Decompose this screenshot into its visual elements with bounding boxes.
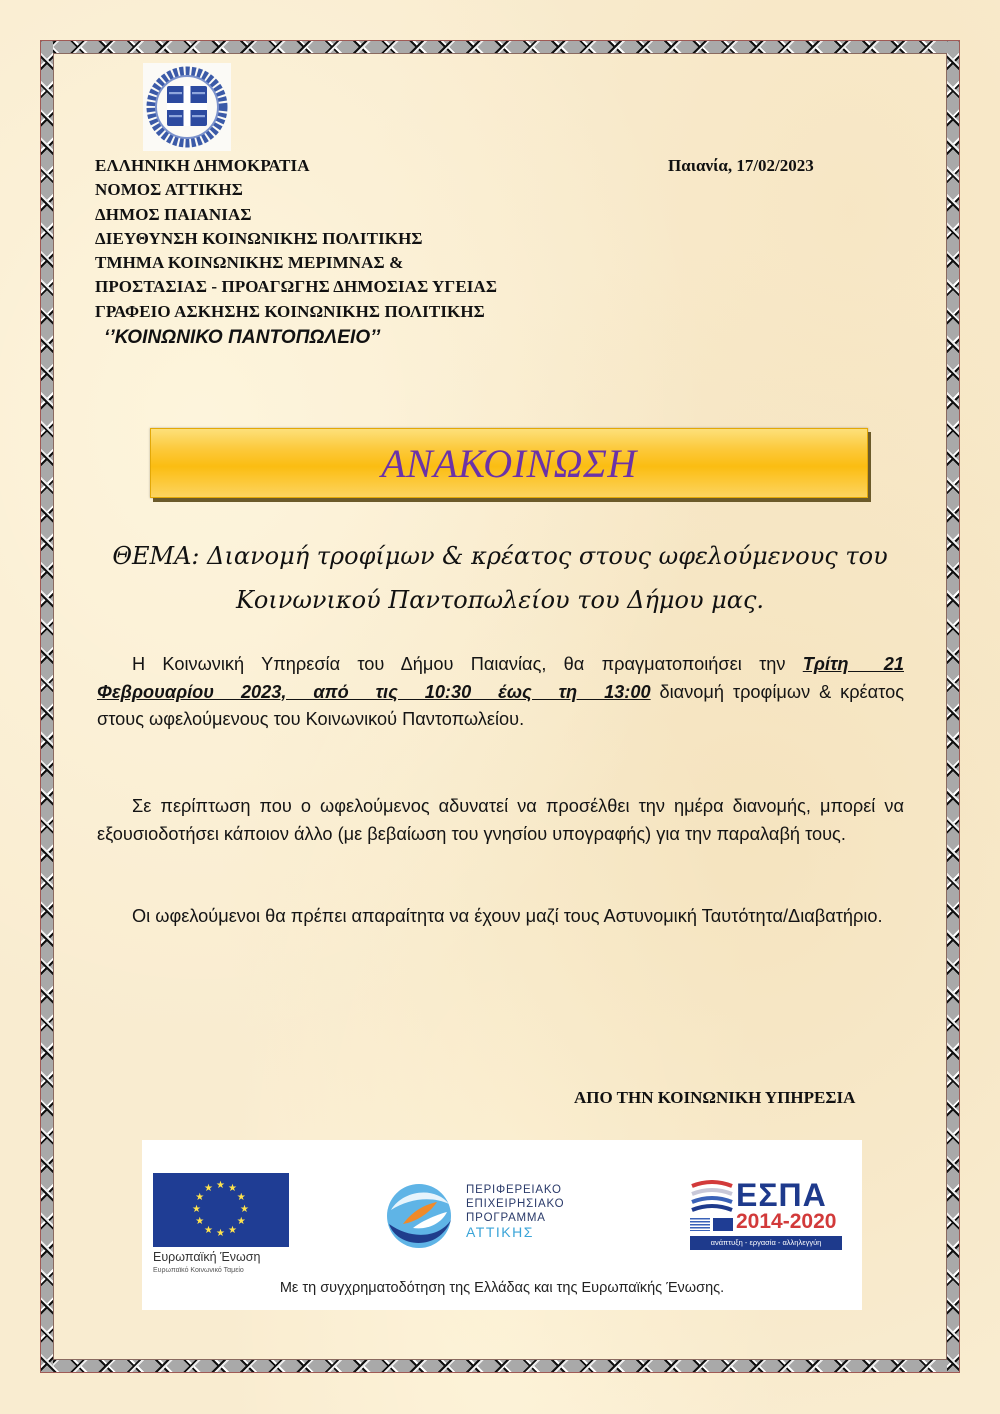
eu-star-icon: ★ bbox=[195, 1192, 205, 1203]
paragraph-text: Η Κοινωνική Υπηρεσία του Δήμου Παιανίας, θα πραγματοποιήσει την bbox=[132, 654, 803, 674]
announcement-title: ΑΝΑΚΟΙΝΩΣΗ bbox=[381, 440, 637, 486]
espa-years: 2014-2020 bbox=[736, 1210, 837, 1233]
issuer-line: ΤΜΗΜΑ ΚΟΙΝΩΝΙΚΗΣ ΜΕΡΙΜΝΑΣ & bbox=[95, 253, 404, 273]
espa-logo bbox=[690, 1178, 844, 1254]
program-line: ΠΕΡΙΦΕΡΕΙΑΚΟ bbox=[466, 1184, 562, 1196]
eu-fund-name: Ευρωπαϊκό Κοινωνικό Ταμείο bbox=[153, 1267, 244, 1274]
eu-star-icon: ★ bbox=[195, 1216, 205, 1227]
espa-title: ΕΣΠΑ bbox=[736, 1177, 827, 1213]
eu-star-icon: ★ bbox=[204, 1183, 213, 1195]
paragraph-id-requirement bbox=[97, 903, 904, 931]
attica-program-text bbox=[466, 1183, 564, 1239]
eu-star-icon: ★ bbox=[228, 1224, 237, 1236]
paragraph-authorization bbox=[97, 793, 904, 848]
document-date: Παιανία, 17/02/2023 bbox=[668, 156, 814, 175]
eu-star-icon: ★ bbox=[240, 1204, 249, 1215]
cofunding-statement: Με τη συγχρηματοδότηση της Ελλάδας και της Ευρωπαϊκής Ένωσης. bbox=[279, 1280, 725, 1296]
greek-state-emblem-icon bbox=[143, 63, 231, 151]
espa-motto: ανάπτυξη - εργασία - αλληλεγγύη bbox=[690, 1236, 842, 1250]
eu-star-icon: ★ bbox=[216, 1228, 225, 1239]
eu-mini-flag-icon bbox=[713, 1218, 733, 1231]
eu-star-icon: ★ bbox=[236, 1216, 246, 1227]
eu-star-icon: ★ bbox=[216, 1180, 225, 1191]
border-top bbox=[41, 41, 959, 53]
paragraph-distribution bbox=[97, 651, 904, 734]
eu-name: Ευρωπαϊκή Ένωση bbox=[153, 1250, 261, 1264]
distribution-date-time: Τρίτη 21 Φεβρουαρίου 2023, από τις 10:30 έως τη 13:00 bbox=[97, 654, 904, 702]
social-grocery-name: ‘’ΚΟΙΝΩΝΙΚΟ ΠΑΝΤΟΠΩΛΕΙΟ’’ bbox=[104, 327, 381, 349]
paragraph-text: διανομή τροφίμων & κρέατος στους ωφελούμενους του Κοινωνικού Παντοπωλείου. bbox=[97, 681, 904, 729]
issuer-line: ΓΡΑΦΕΙΟ ΑΣΚΗΣΗΣ ΚΟΙΝΩΝΙΚΗΣ ΠΟΛΙΤΙΚΗΣ bbox=[95, 301, 485, 321]
funding-logos-banner bbox=[142, 1140, 862, 1310]
paragraph-text: Σε περίπτωση που ο ωφελούμενος αδυνατεί να προσέλθει την ημέρα διανομής, μπορεί να εξουσιοδοτήσει κάποιον άλλο (με βεβαίωση του γνησίου υπογραφής) για την παραλαβή τους. bbox=[97, 796, 904, 844]
program-line: ΕΠΙΧΕΙΡΗΣΙΑΚΟ bbox=[466, 1198, 565, 1210]
signature: ΑΠΟ ΤΗΝ ΚΟΙΝΩΝΙΚΗ ΥΠΗΡΕΣΙΑ bbox=[574, 1088, 856, 1107]
issuer-line: ΔΙΕΥΘΥΝΣΗ ΚΟΙΝΩΝΙΚΗΣ ΠΟΛΙΤΙΚΗΣ bbox=[95, 228, 423, 248]
subject-heading bbox=[90, 534, 910, 622]
issuer-line: ΔΗΜΟΣ ΠΑΙΑΝΙΑΣ bbox=[95, 204, 252, 224]
eu-star-icon: ★ bbox=[228, 1183, 237, 1195]
subject-line-2: Κοινωνικού Παντοπωλείου του Δήμου μας. bbox=[235, 586, 765, 614]
eu-star-icon: ★ bbox=[192, 1204, 201, 1215]
greek-flag-icon bbox=[690, 1218, 710, 1231]
attica-program-logo-icon bbox=[383, 1180, 459, 1250]
announcement-banner bbox=[150, 428, 868, 498]
eu-star-icon: ★ bbox=[204, 1224, 213, 1236]
eu-flag-icon bbox=[153, 1173, 289, 1247]
subject-line-1: ΘΕΜΑ: Διανομή τροφίμων & κρέατος στους ωφελούμενους του bbox=[112, 542, 888, 570]
issuer-block bbox=[95, 154, 497, 352]
program-region: ΑΤΤΙΚΗΣ bbox=[466, 1224, 534, 1240]
program-line: ΠΡΟΓΡΑΜΜΑ bbox=[466, 1212, 546, 1224]
issuer-line: ΕΛΛΗΝΙΚΗ ΔΗΜΟΚΡΑΤΙΑ bbox=[95, 156, 310, 175]
issuer-line: ΝΟΜΟΣ ΑΤΤΙΚΗΣ bbox=[95, 180, 243, 200]
espa-waves-icon bbox=[690, 1180, 734, 1216]
paragraph-text: Οι ωφελούμενοι θα πρέπει απαραίτητα να έχουν μαζί τους Αστυνομική Ταυτότητα/Διαβατήριο. bbox=[132, 906, 883, 926]
border-right bbox=[947, 41, 959, 1372]
border-bottom bbox=[41, 1360, 959, 1372]
issuer-line: ΠΡΟΣΤΑΣΙΑΣ - ΠΡΟΑΓΩΓΗΣ ΔΗΜΟΣΙΑΣ ΥΓΕΙΑΣ bbox=[95, 277, 498, 297]
border-left bbox=[41, 41, 53, 1372]
eu-star-icon: ★ bbox=[236, 1192, 246, 1203]
